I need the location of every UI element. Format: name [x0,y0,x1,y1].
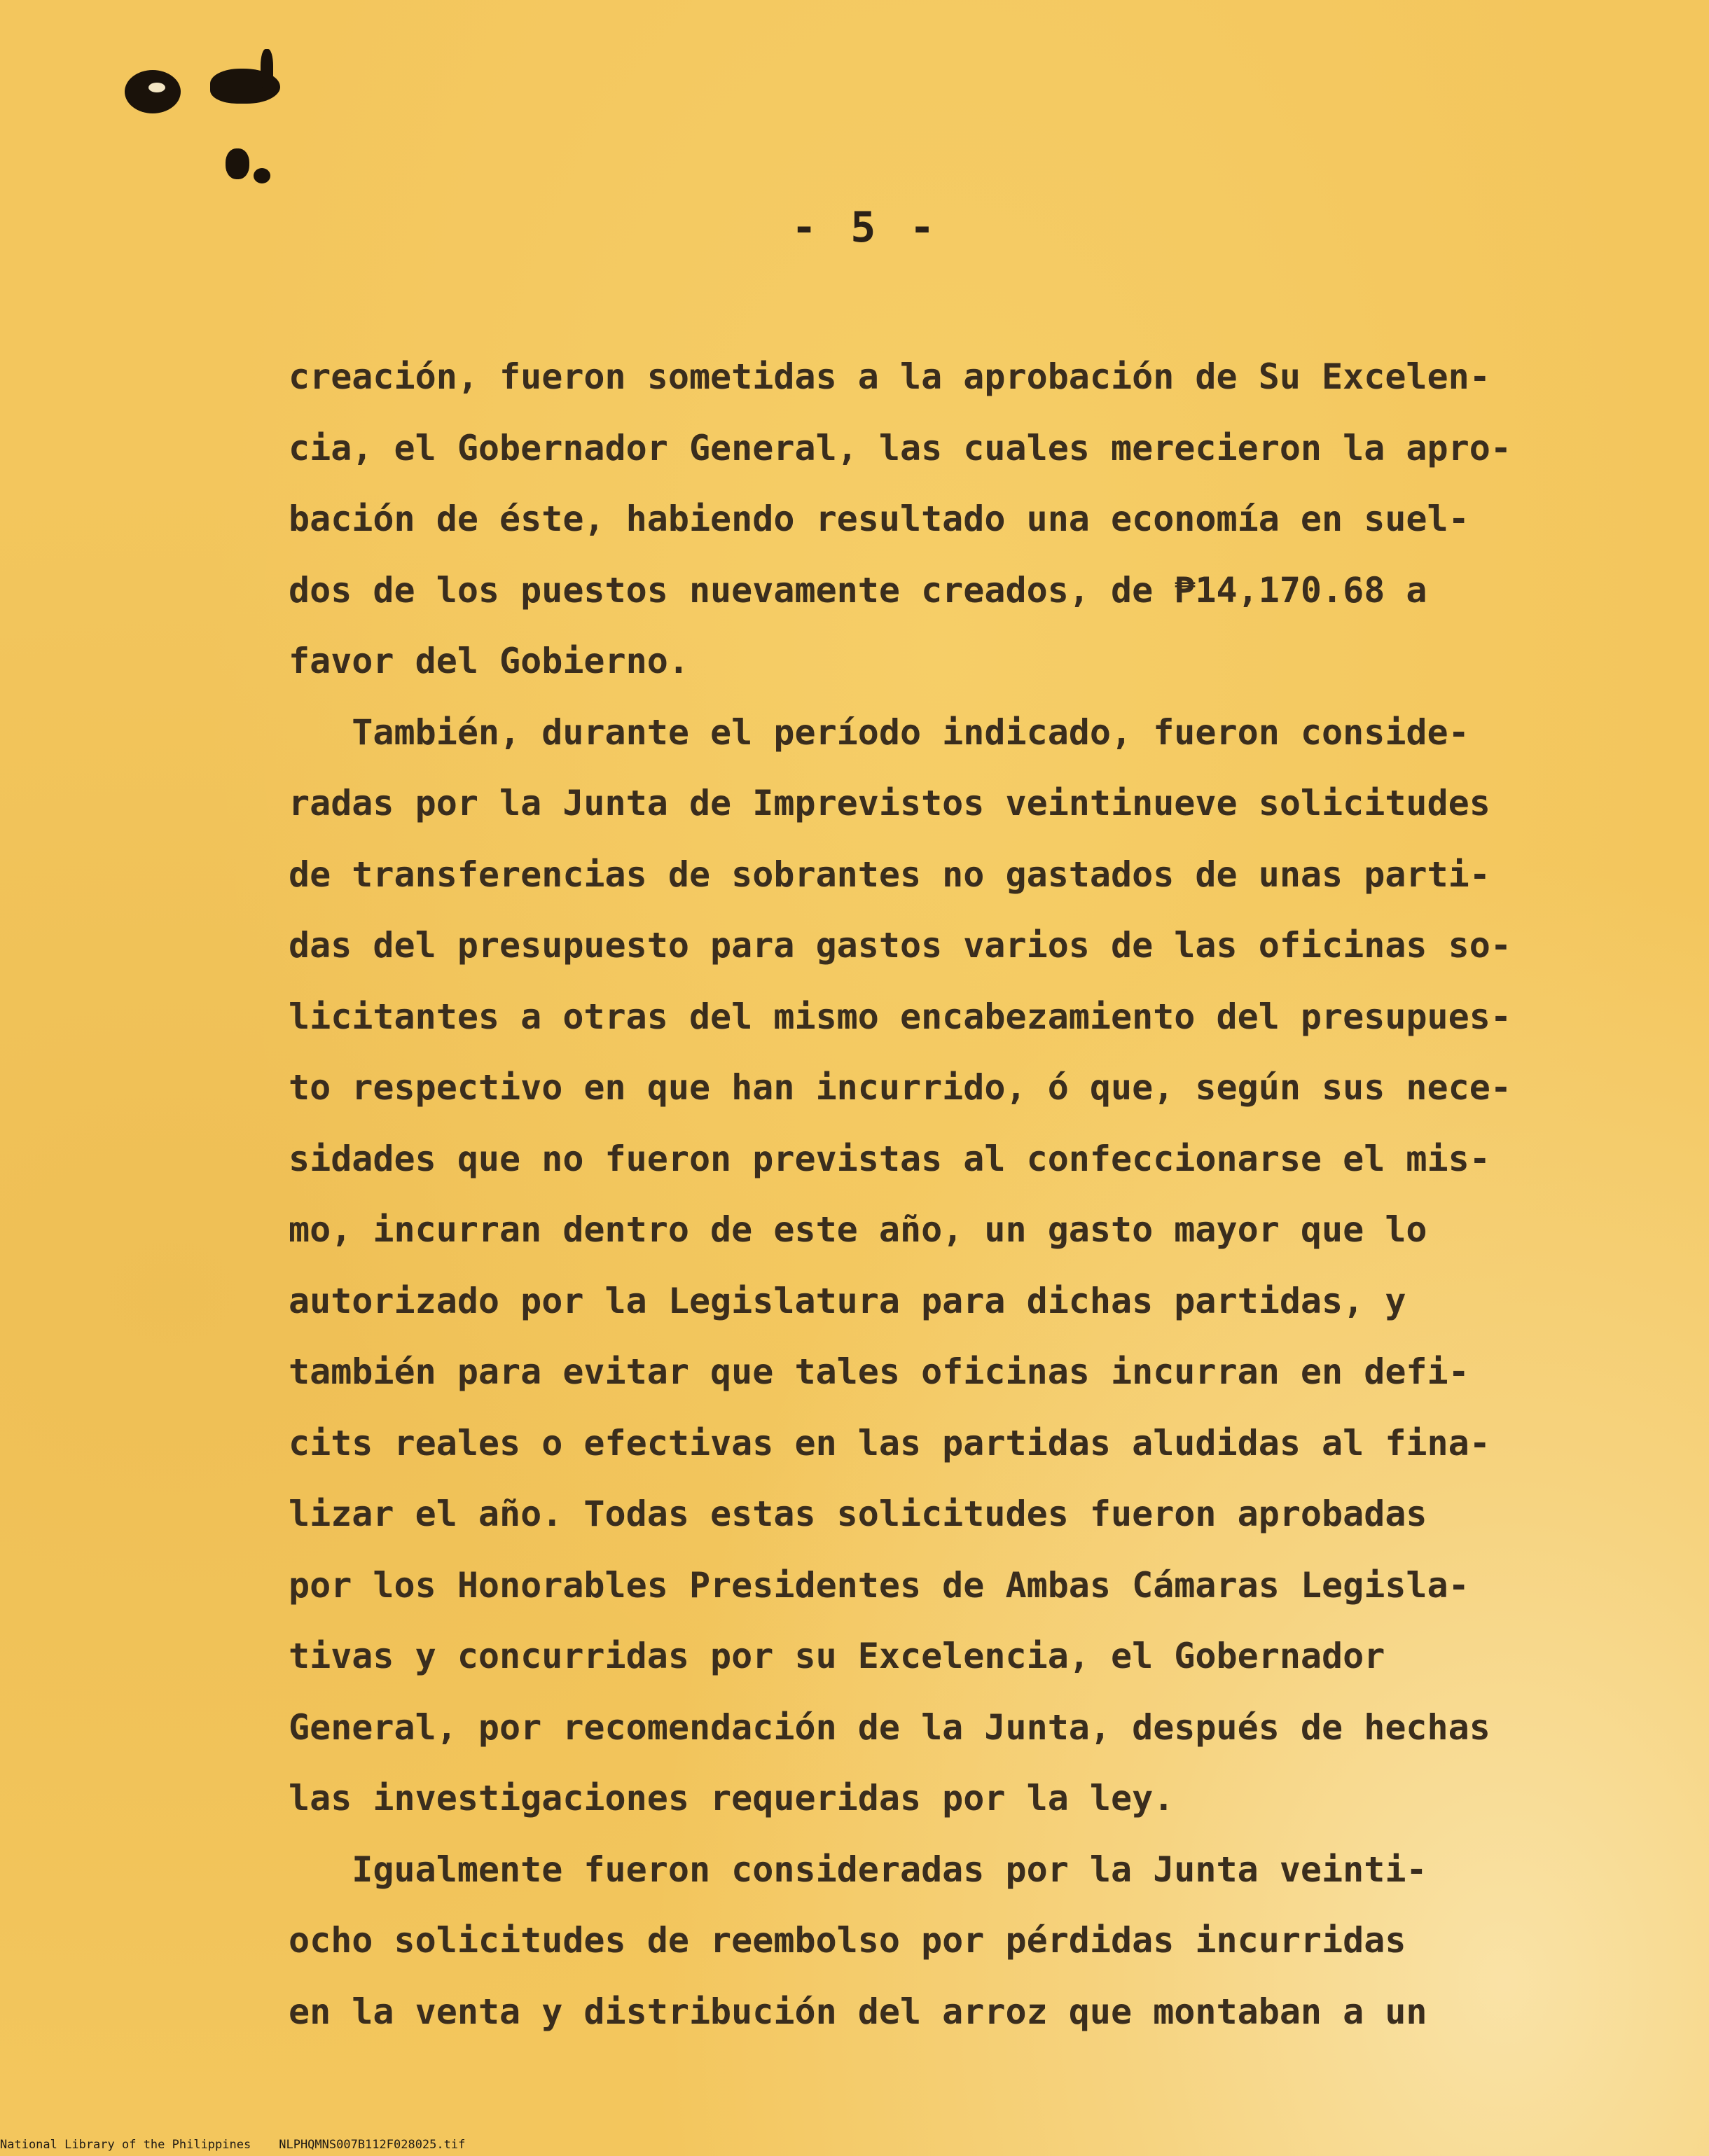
ink-highlight [148,83,165,92]
text-line: por los Honorables Presidentes de Ambas Cámaras Legisla- [289,1564,1469,1606]
page-number: - 5 - [791,203,939,252]
ink-blot [261,49,273,91]
text-line: cia, el Gobernador General, las cuales merecieron la apro- [289,427,1511,468]
footer-file: NLPHQMNS007B112F028025.tif [279,2138,466,2152]
scan-footer [0,2138,493,2152]
text-line: lizar el año. Todas estas solicitudes fueron aprobadas [289,1494,1427,1534]
text-line: Igualmente fueron consideradas por la Junta veinti- [289,1849,1427,1890]
text-line: autorizado por la Legislatura para dichas partidas, y [289,1280,1406,1321]
text-line: licitantes a otras del mismo encabezamiento del presupues- [289,996,1511,1037]
text-line: las investigaciones requeridas por la ley. [289,1778,1175,1818]
document-body [289,342,1549,2047]
text-line: to respectivo en que han incurrido, ó que, según sus nece- [289,1067,1511,1108]
text-line: sidades que no fueron previstas al confeccionarse el mis- [289,1138,1490,1179]
text-line: das del presupuesto para gastos varios de las oficinas so- [289,925,1511,966]
text-line: en la venta y distribución del arroz que montaban a un [289,1991,1427,2032]
text-line: creación, fueron sometidas a la aprobación de Su Excelen- [289,356,1490,397]
text-line: cits reales o efectivas en las partidas aludidas al fina- [289,1422,1490,1463]
text-line: tivas y concurridas por su Excelencia, el Gobernador [289,1636,1385,1676]
text-line: de transferencias de sobrantes no gastados de unas parti- [289,854,1490,895]
text-line: ocho solicitudes de reembolso por pérdidas incurridas [289,1920,1406,1961]
footer-source: National Library of the Philippines [0,2138,251,2152]
text-line: mo, incurran dentro de este año, un gasto mayor que lo [289,1209,1427,1250]
text-line: También, durante el período indicado, fueron conside- [289,711,1469,753]
text-line: radas por la Junta de Imprevistos veintinueve solicitudes [289,783,1490,823]
text-line: favor del Gobierno. [289,641,689,681]
text-line: también para evitar que tales oficinas incurran en defi- [289,1351,1469,1392]
ink-blot [254,168,270,183]
text-line: General, por recomendación de la Junta, después de hechas [289,1706,1490,1748]
text-line: dos de los puestos nuevamente creados, de ₱14,170.68 a [289,569,1427,611]
ink-blot [226,148,249,179]
text-line: bación de éste, habiendo resultado una economía en suel- [289,499,1469,539]
